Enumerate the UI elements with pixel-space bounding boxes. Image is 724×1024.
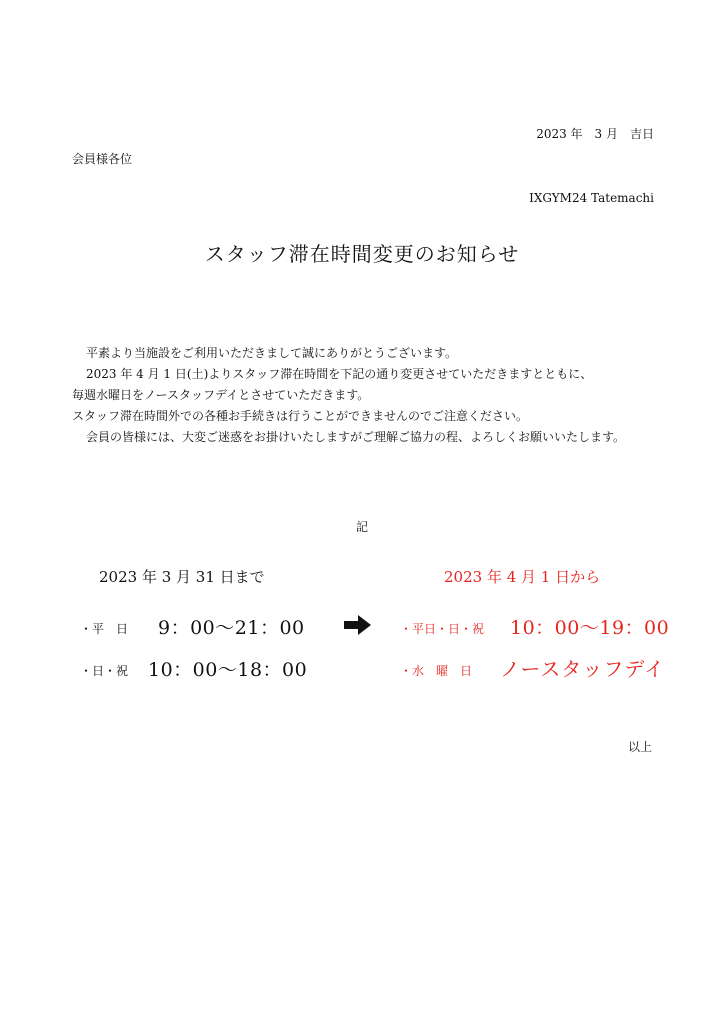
right-arrow-icon: [344, 614, 372, 636]
body-line: 2023 年 4 月 1 日(土)よりスタッフ滞在時間を下記の通り変更させていただきますとともに、: [86, 367, 593, 381]
body-line: スタッフ滞在時間外での各種お手続きは行うことができませんのでご注意ください。: [72, 409, 529, 423]
body-text: [72, 343, 672, 448]
ki-marker: 記: [355, 520, 368, 534]
old-schedule-heading: 2023 年 3 月 31 日まで: [99, 568, 265, 586]
closing-mark: 以上: [627, 740, 652, 754]
new-wednesday-label: ・水 曜 日: [400, 664, 473, 678]
old-weekday-time: 9：00〜21：00: [158, 617, 305, 639]
new-wednesday-value: ノースタッフデイ: [500, 657, 665, 681]
new-weekday-label: ・平日・日・祝: [400, 622, 485, 636]
new-weekday-time: 10：00〜19：00: [510, 617, 670, 639]
document-date: 2023 年 3 月 吉日: [536, 127, 654, 141]
recipient: 会員様各位: [72, 152, 133, 166]
sender: IXGYM24 Tatemachi: [529, 191, 654, 205]
body-line: 会員の皆様には、大変ご迷惑をお掛けいたしますがご理解ご協力の程、よろしくお願いいたします。: [86, 430, 626, 444]
body-line: 毎週水曜日をノースタッフデイとさせていただきます。: [72, 388, 370, 402]
old-holiday-time: 10：00〜18：00: [148, 659, 308, 681]
body-line: 平素より当施設をご利用いただきまして誠にありがとうございます。: [86, 346, 458, 360]
document-title: スタッフ滞在時間変更のお知らせ: [204, 242, 520, 266]
old-holiday-label: ・日・祝: [80, 664, 129, 678]
old-weekday-label: ・平 日: [80, 622, 129, 636]
new-schedule-heading: 2023 年 4 月 1 日から: [444, 568, 601, 586]
